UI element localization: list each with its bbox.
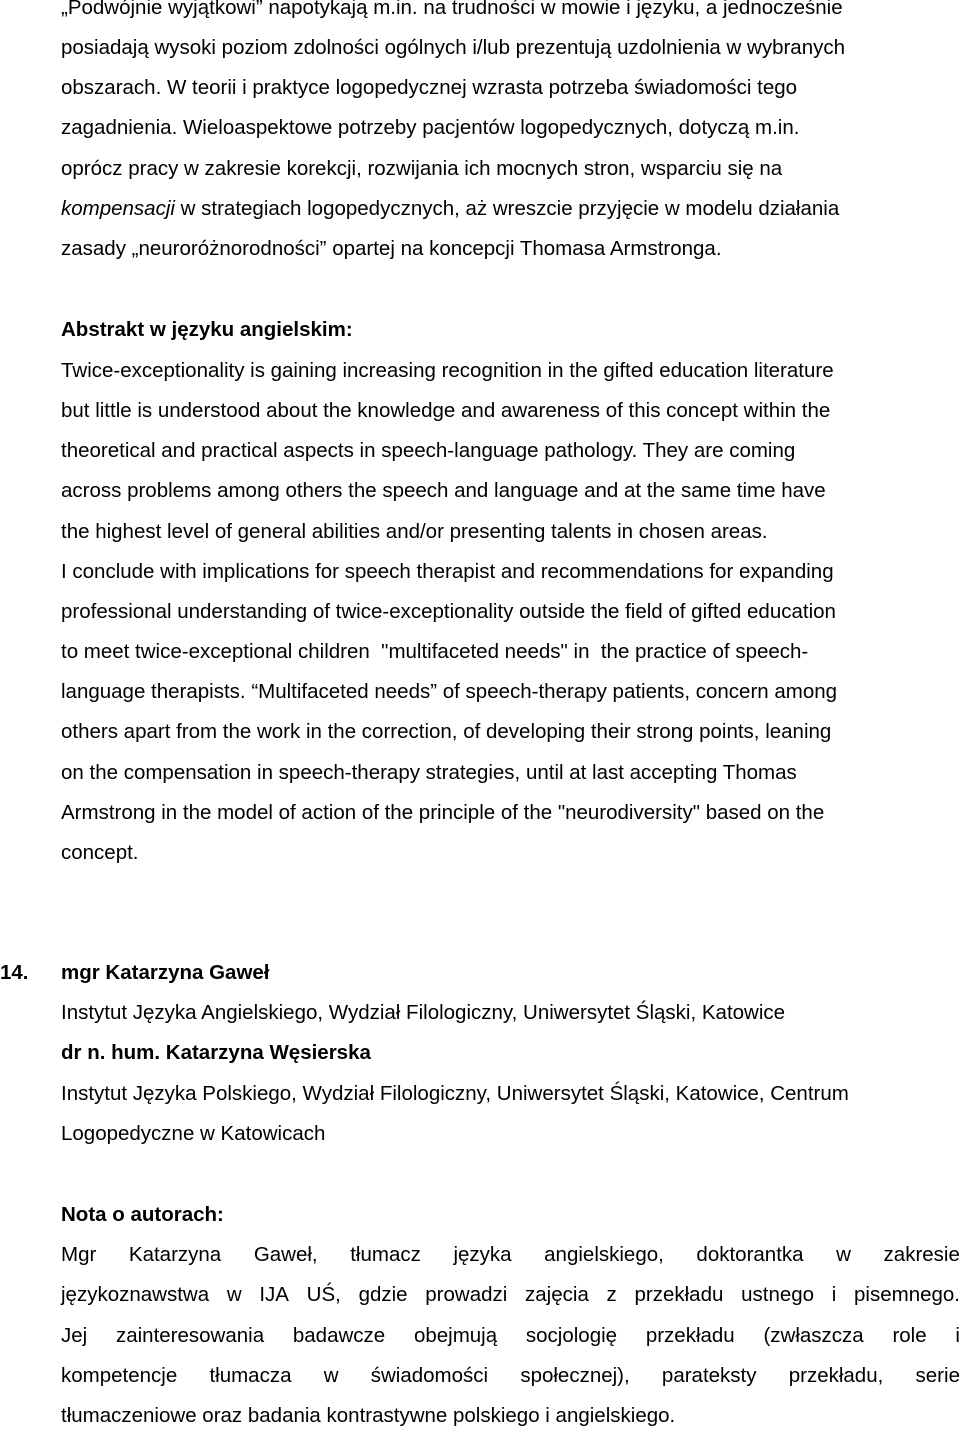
authors-note-line [61,1322,960,1350]
word: języka [453,1243,512,1266]
word: Jej [61,1324,88,1347]
word: ustnego [741,1283,815,1306]
author2-name: dr n. hum. Katarzyna Węsierska [61,1041,371,1064]
polish-abstract-line: posiadają wysoki poziom zdolności ogólnych i/lub prezentują uzdolnienia w wybranych [61,36,845,59]
word: Gaweł, [253,1243,318,1266]
english-abstract-line: others apart from the work in the correction, of developing their strong points, leaning [61,720,832,743]
english-abstract-line: to meet twice-exceptional children "multifaceted needs" in the practice of speech- [61,640,809,663]
english-abstract-line: professional understanding of twice-exceptionality outside the field of gifted education [61,600,836,623]
word: angielskiego, [544,1243,664,1266]
word: i [831,1283,837,1306]
polish-abstract-line: obszarach. W teorii i praktyce logopedycznej wzrasta potrzeba świadomości tego [61,76,798,99]
word: tłumacza [209,1364,292,1387]
word: przekładu, [788,1364,884,1387]
word: parateksty [661,1364,757,1387]
english-abstract-line: the highest level of general abilities and/or presenting talents in chosen areas. [61,520,768,543]
english-abstract-line: but little is understood about the knowledge and awareness of this concept within the [61,399,831,422]
polish-abstract-line [61,195,839,223]
english-abstract-line: across problems among others the speech and language and at the same time have [61,479,826,502]
word: przekładu [634,1283,724,1306]
entry-number: 14. [0,961,29,984]
word: zainteresowania [115,1324,265,1347]
english-abstract-line: Twice-exceptionality is gaining increasing recognition in the gifted education literature [61,359,834,382]
word: językoznawstwa [61,1283,210,1306]
word: w [323,1364,339,1387]
author2-affiliation: Instytut Języka Polskiego, Wydział Filologiczny, Uniwersytet Śląski, Katowice, Centrum [61,1082,849,1105]
polish-abstract-line: zasady „neuroróżnorodności” opartej na koncepcji Thomasa Armstronga. [61,237,722,260]
word: (zwłaszcza [763,1324,864,1347]
word: gdzie [358,1283,408,1306]
english-abstract-line: I conclude with implications for speech therapist and recommendations for expanding [61,560,834,583]
author1-name: mgr Katarzyna Gaweł [61,961,270,984]
word: Mgr [61,1243,97,1266]
author1-affiliation: Instytut Języka Angielskiego, Wydział Filologiczny, Uniwersytet Śląski, Katowice [61,1001,786,1024]
italic-term: kompensacji [61,197,175,220]
word: socjologię [525,1324,618,1347]
authors-note-line: tłumaczeniowe oraz badania kontrastywne polskiego i angielskiego. [61,1404,676,1427]
authors-note-heading: Nota o autorach: [61,1203,224,1226]
word: role [892,1324,927,1347]
polish-abstract-line-rest: w strategiach logopedycznych, aż wreszcie przyjęcie w modelu działania [174,197,840,220]
word: doktorantka [696,1243,804,1266]
english-abstract-line: language therapists. “Multifaceted needs” of speech-therapy patients, concern among [61,680,838,703]
word: społecznej), [520,1364,630,1387]
authors-note-line [61,1281,960,1309]
word: obejmują [413,1324,498,1347]
word: w [836,1243,851,1266]
authors-note-line [61,1362,960,1390]
english-abstract-line: on the compensation in speech-therapy strategies, until at last accepting Thomas [61,761,797,784]
polish-abstract-line: oprócz pracy w zakresie korekcji, rozwijania ich mocnych stron, wsparciu się na [61,157,783,180]
word: kompetencje [61,1364,178,1387]
polish-abstract-line: zagadnienia. Wieloaspektowe potrzeby pacjentów logopedycznych, dotyczą m.in. [61,116,800,139]
word: pisemnego. [854,1283,960,1306]
word: prowadzi [425,1283,508,1306]
word: UŚ, [306,1283,341,1306]
word: w [226,1283,242,1306]
word: świadomości [370,1364,489,1387]
word: i [955,1324,960,1347]
word: Katarzyna [128,1243,222,1266]
english-abstract-line: Armstrong in the model of action of the principle of the "neurodiversity" based on the [61,801,825,824]
word: zakresie [883,1243,960,1266]
polish-abstract-line: „Podwójnie wyjątkowi” napotykają m.in. na trudności w mowie i języku, a jednocześnie [61,0,843,19]
english-abstract-line: theoretical and practical aspects in speech-language pathology. They are coming [61,439,796,462]
word: serie [915,1364,960,1387]
english-abstract-heading: Abstrakt w języku angielskim: [61,318,353,341]
word: tłumacz [350,1243,421,1266]
word: badawcze [292,1324,386,1347]
english-abstract-line: concept. [61,841,139,864]
word: z [606,1283,617,1306]
word: zajęcia [525,1283,589,1306]
author2-affiliation: Logopedyczne w Katowicach [61,1122,326,1145]
authors-note-line [61,1241,960,1269]
word: przekładu [645,1324,735,1347]
word: IJA [259,1283,289,1306]
